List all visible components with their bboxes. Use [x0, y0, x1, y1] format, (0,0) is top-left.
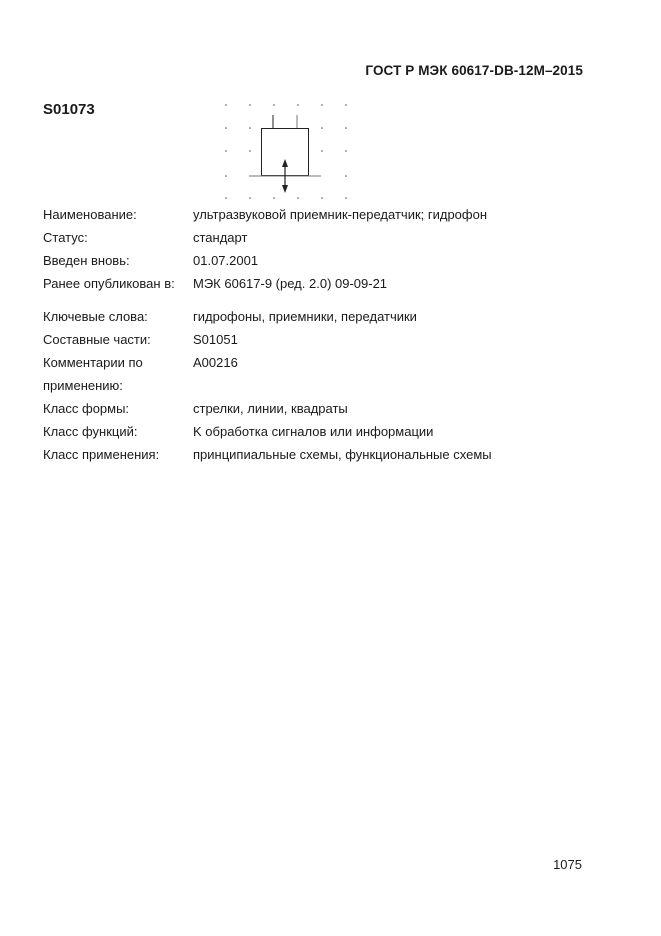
- property-value: A00216: [193, 355, 238, 370]
- property-label: Класс формы:: [43, 401, 130, 416]
- property-label: Класс функций:: [43, 424, 138, 439]
- symbol-code: S01073: [43, 101, 95, 118]
- property-value: ультразвуковой приемник-передатчик; гидрофон: [193, 207, 488, 222]
- hydrophone-transceiver-symbol-icon: [220, 98, 360, 204]
- property-label: Комментарии по: [43, 355, 143, 370]
- property-value: принципиальные схемы, функциональные схемы: [193, 447, 492, 462]
- property-label: Составные части:: [43, 332, 151, 347]
- property-row-shape-class: [43, 397, 492, 420]
- grid-dots: [225, 104, 347, 199]
- property-row-application-class: [43, 443, 492, 466]
- property-value: стандарт: [193, 230, 248, 245]
- property-row-function-class: [43, 420, 492, 443]
- page-number: 1075: [553, 857, 582, 872]
- property-label: Ранее опубликован в:: [43, 276, 175, 291]
- property-row-previously-published: [43, 272, 492, 295]
- property-value: 01.07.2001: [193, 253, 259, 268]
- property-value: гидрофоны, приемники, передатчики: [193, 309, 417, 324]
- property-row-name: [43, 203, 492, 226]
- property-label: Ключевые слова:: [43, 309, 148, 324]
- property-label: Введен вновь:: [43, 253, 130, 268]
- property-row-keywords: [43, 305, 492, 328]
- property-label: Класс применения:: [43, 447, 160, 462]
- property-row-application-notes-cont: [43, 374, 492, 397]
- property-label: Статус:: [43, 230, 88, 245]
- property-row-introduced: [43, 249, 492, 272]
- group-divider: [43, 295, 492, 305]
- property-value: S01051: [193, 332, 238, 347]
- property-row-application-notes: [43, 351, 492, 374]
- property-label: Наименование:: [43, 207, 137, 222]
- property-value: K обработка сигналов или информации: [193, 424, 434, 439]
- property-value: МЭК 60617-9 (ред. 2.0) 09-09-21: [193, 276, 388, 291]
- property-value: стрелки, линии, квадраты: [193, 401, 348, 416]
- standard-header: ГОСТ Р МЭК 60617-DB-12M–2015: [365, 63, 583, 78]
- property-row-components: [43, 328, 492, 351]
- symbol-properties: [43, 203, 492, 466]
- property-row-status: [43, 226, 492, 249]
- property-label: применению:: [43, 378, 123, 393]
